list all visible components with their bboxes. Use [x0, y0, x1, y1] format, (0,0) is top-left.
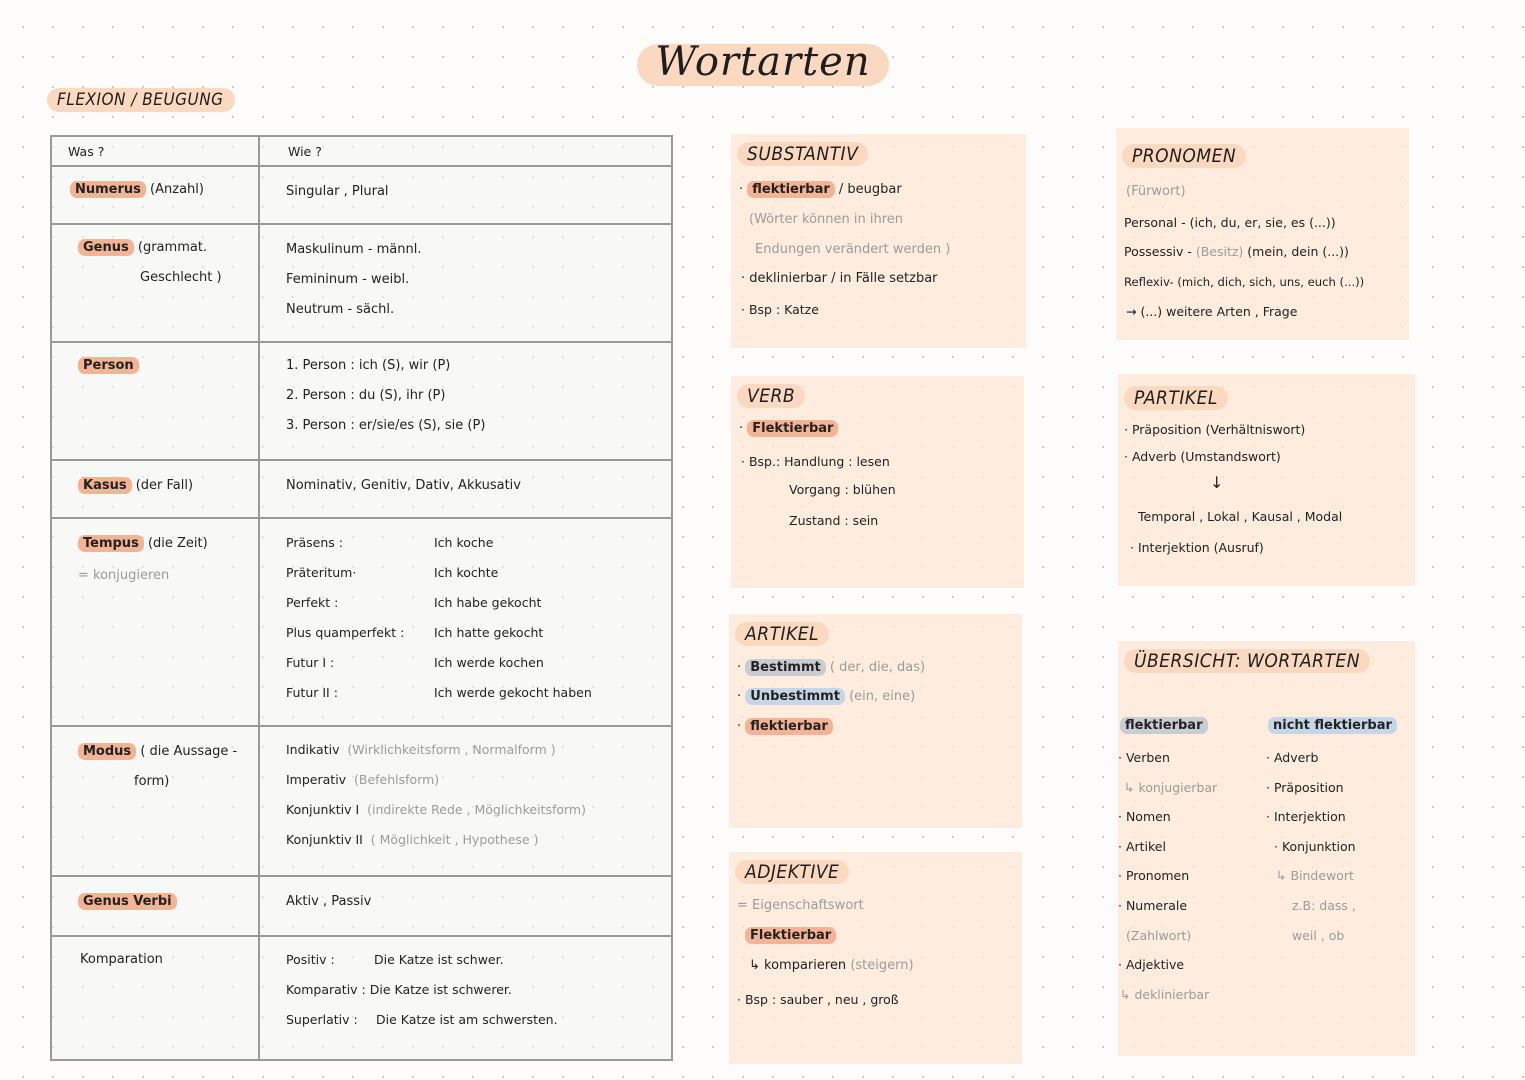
list-item: weil , ob — [1292, 927, 1345, 943]
list-item: ↳ deklinierbar — [1120, 986, 1210, 1002]
substantiv-note: Endungen verändert werden ) — [755, 242, 951, 257]
tempus-row: Futur I : Ich werde kochen — [286, 655, 544, 670]
table-row-genus — [52, 223, 671, 343]
table-row-kasus — [52, 459, 671, 519]
list-item: · Interjektion — [1266, 809, 1346, 825]
note-kasus: (der Fall) — [135, 478, 194, 493]
term-genus-verbi: Genus Verbi — [78, 893, 177, 910]
person-value: 2. Person : du (S), ihr (P) — [286, 388, 446, 403]
adjektive-note: = Eigenschaftswort — [737, 898, 864, 913]
pronomen-note: (Fürwort) — [1126, 184, 1186, 199]
card-title-substantiv: SUBSTANTIV — [737, 142, 868, 166]
partikel-line: Temporal , Lokal , Kausal , Modal — [1138, 509, 1343, 524]
partikel-line: · Adverb (Umstandswort) — [1124, 449, 1281, 464]
card-title-adjektive: ADJEKTIVE — [735, 860, 849, 884]
list-item: z.B: dass , — [1292, 897, 1356, 913]
modus-row: Konjunktiv I (indirekte Rede , Möglichkeitsform) — [286, 802, 586, 817]
list-item: ↳ Bindewort — [1276, 868, 1354, 884]
list-item: · Adjektive — [1118, 957, 1185, 973]
substantiv-line: · deklinierbar / in Fälle setzbar — [741, 271, 938, 286]
uebersicht-col-flektierbar — [1118, 743, 1218, 1009]
genus-value: Femininum - weibl. — [286, 272, 410, 287]
page-title: Wortarten — [655, 39, 871, 85]
card-artikel: ARTIKEL · Bestimmt ( der, die, das) · Unbestimmt (ein, eine) · flektierbar — [729, 614, 1022, 828]
card-uebersicht — [1118, 641, 1415, 1056]
card-title-uebersicht: ÜBERSICHT: WORTARTEN — [1124, 649, 1370, 673]
verb-bsp: · Bsp.: Handlung : lesen — [741, 454, 890, 469]
term-komparation: Komparation — [80, 952, 163, 967]
pronomen-reflexiv: Reflexiv- (mich, dich, sich, uns, euch (...)) — [1124, 275, 1365, 289]
list-item: · Pronomen — [1118, 868, 1190, 884]
list-item: · Präposition — [1266, 779, 1344, 795]
list-item: · Adverb — [1266, 750, 1319, 765]
note-modus-2: form) — [134, 774, 170, 789]
note-konjugieren: = konjugieren — [78, 568, 170, 583]
person-value: 3. Person : er/sie/es (S), sie (P) — [286, 418, 486, 433]
adjektive-example: · Bsp : sauber , neu , groß — [737, 992, 899, 1007]
page-title-pill — [637, 39, 889, 86]
card-verb: VERB · Flektierbar · Bsp.: Handlung : lesen Vorgang : blühen Zustand : sein — [731, 376, 1024, 588]
genus-value: Maskulinum - männl. — [286, 242, 422, 257]
tempus-row: Plus quamperfekt : Ich hatte gekocht — [286, 625, 544, 640]
komparation-row: Positiv : Die Katze ist schwer. — [286, 952, 504, 967]
card-title-verb: VERB — [737, 384, 805, 408]
flexion-heading-pill — [47, 88, 235, 112]
list-item: (Zahlwort) — [1126, 927, 1192, 943]
pronomen-more: → (...) weitere Arten , Frage — [1126, 304, 1298, 319]
col-head-flektierbar: flektierbar — [1120, 717, 1208, 734]
genus-value: Neutrum - sächl. — [286, 302, 395, 317]
term-tempus: Tempus — [78, 535, 144, 552]
note-numerus: (Anzahl) — [150, 182, 204, 197]
value-kasus: Nominativ, Genitiv, Dativ, Akkusativ — [286, 478, 521, 493]
card-title-pronomen: PRONOMEN — [1122, 144, 1246, 168]
flexion-heading: FLEXION / BEUGUNG — [57, 90, 224, 110]
note-tempus: (die Zeit) — [147, 536, 208, 551]
table-header-row — [52, 137, 671, 165]
col-head-nicht-flektierbar: nicht flektierbar — [1268, 717, 1397, 734]
modus-row: Konjunktiv II ( Möglichkeit , Hypothese ) — [286, 832, 539, 847]
term-kasus: Kasus — [78, 477, 132, 494]
value-genus-verbi: Aktiv , Passiv — [286, 894, 372, 909]
card-partikel — [1118, 374, 1415, 586]
card-title-partikel: PARTIKEL — [1124, 386, 1228, 410]
uebersicht-col-nicht-flektierbar — [1266, 743, 1356, 950]
tempus-row: Futur II : Ich werde gekocht haben — [286, 685, 592, 700]
person-value: 1. Person : ich (S), wir (P) — [286, 358, 451, 373]
verb-line: Vorgang : blühen — [789, 482, 896, 497]
verb-line: Zustand : sein — [789, 513, 879, 528]
modus-row: Indikativ (Wirklichkeitsform , Normalform ) — [286, 742, 556, 757]
table-row-komparation — [52, 935, 671, 1063]
table-row-tempus — [52, 517, 671, 727]
card-pronomen: PRONOMEN (Fürwort) Personal - (ich, du, er, sie, es (...)) Possessiv - (Besitz) (mein, dein (...)) Reflexiv- (mich, dich, sich, uns, euch (...)) → (...) weitere Arten , Frage — [1116, 128, 1409, 340]
tempus-row: Präsens : Ich koche — [286, 535, 494, 550]
partikel-line: · Interjektion (Ausruf) — [1130, 540, 1264, 555]
table-row-person — [52, 341, 671, 461]
table-row-genus-verbi — [52, 875, 671, 937]
tag-flektierbar: Flektierbar — [747, 420, 838, 437]
list-item: · Numerale — [1118, 897, 1188, 913]
modus-row: Imperativ (Befehlsform) — [286, 772, 440, 787]
table-row-modus — [52, 725, 671, 877]
table-row-numerus — [52, 165, 671, 225]
tempus-row: Perfekt : Ich habe gekocht — [286, 595, 542, 610]
list-item: · Artikel — [1118, 838, 1166, 854]
tag-flektierbar: Flektierbar — [745, 927, 836, 944]
substantiv-example: · Bsp : Katze — [741, 302, 819, 317]
list-item: ↳ konjugierbar — [1124, 779, 1218, 795]
term-modus: Modus — [78, 743, 136, 760]
komparation-row: Superlativ : Die Katze ist am schwersten. — [286, 1012, 558, 1027]
pronomen-personal: Personal - (ich, du, er, sie, es (...)) — [1124, 215, 1336, 230]
card-adjektive: ADJEKTIVE = Eigenschaftswort Flektierbar ↳ komparieren (steigern) · Bsp : sauber , neu , groß — [729, 852, 1022, 1064]
list-item: · Konjunktion — [1274, 838, 1356, 854]
note-genus-1: (grammat. — [137, 240, 208, 255]
flexion-table — [50, 135, 673, 1061]
partikel-line: · Präposition (Verhältniswort) — [1124, 422, 1306, 437]
tempus-row: Präteritum· Ich kochte — [286, 565, 499, 580]
substantiv-note: (Wörter können in ihren — [749, 212, 904, 227]
list-item: · Nomen — [1118, 809, 1171, 825]
header-wie: Wie ? — [288, 144, 322, 159]
card-title-artikel: ARTIKEL — [735, 622, 829, 646]
term-genus: Genus — [78, 239, 134, 256]
card-substantiv: SUBSTANTIV · flektierbar / beugbar (Wörter können in ihren Endungen verändert werden ) · deklinierbar / in Fälle setzbar · Bsp : Katze — [731, 134, 1026, 348]
arrow-down-icon: ↓ — [1210, 473, 1224, 492]
note-modus-1: ( die Aussage - — [140, 744, 238, 759]
list-item: · Verben — [1118, 750, 1170, 765]
term-numerus: Numerus — [70, 181, 146, 198]
header-was: Was ? — [68, 144, 105, 159]
tag-bestimmt: Bestimmt — [745, 659, 825, 676]
value-numerus: Singular , Plural — [286, 184, 389, 199]
tag-unbestimmt: Unbestimmt — [745, 688, 845, 705]
komparation-row: Komparativ : Die Katze ist schwerer. — [286, 982, 512, 997]
note-genus-2: Geschlecht ) — [140, 270, 222, 285]
tag-flektierbar: flektierbar — [745, 718, 833, 735]
tag-flektierbar: flektierbar — [747, 181, 835, 198]
term-person: Person — [78, 357, 139, 374]
